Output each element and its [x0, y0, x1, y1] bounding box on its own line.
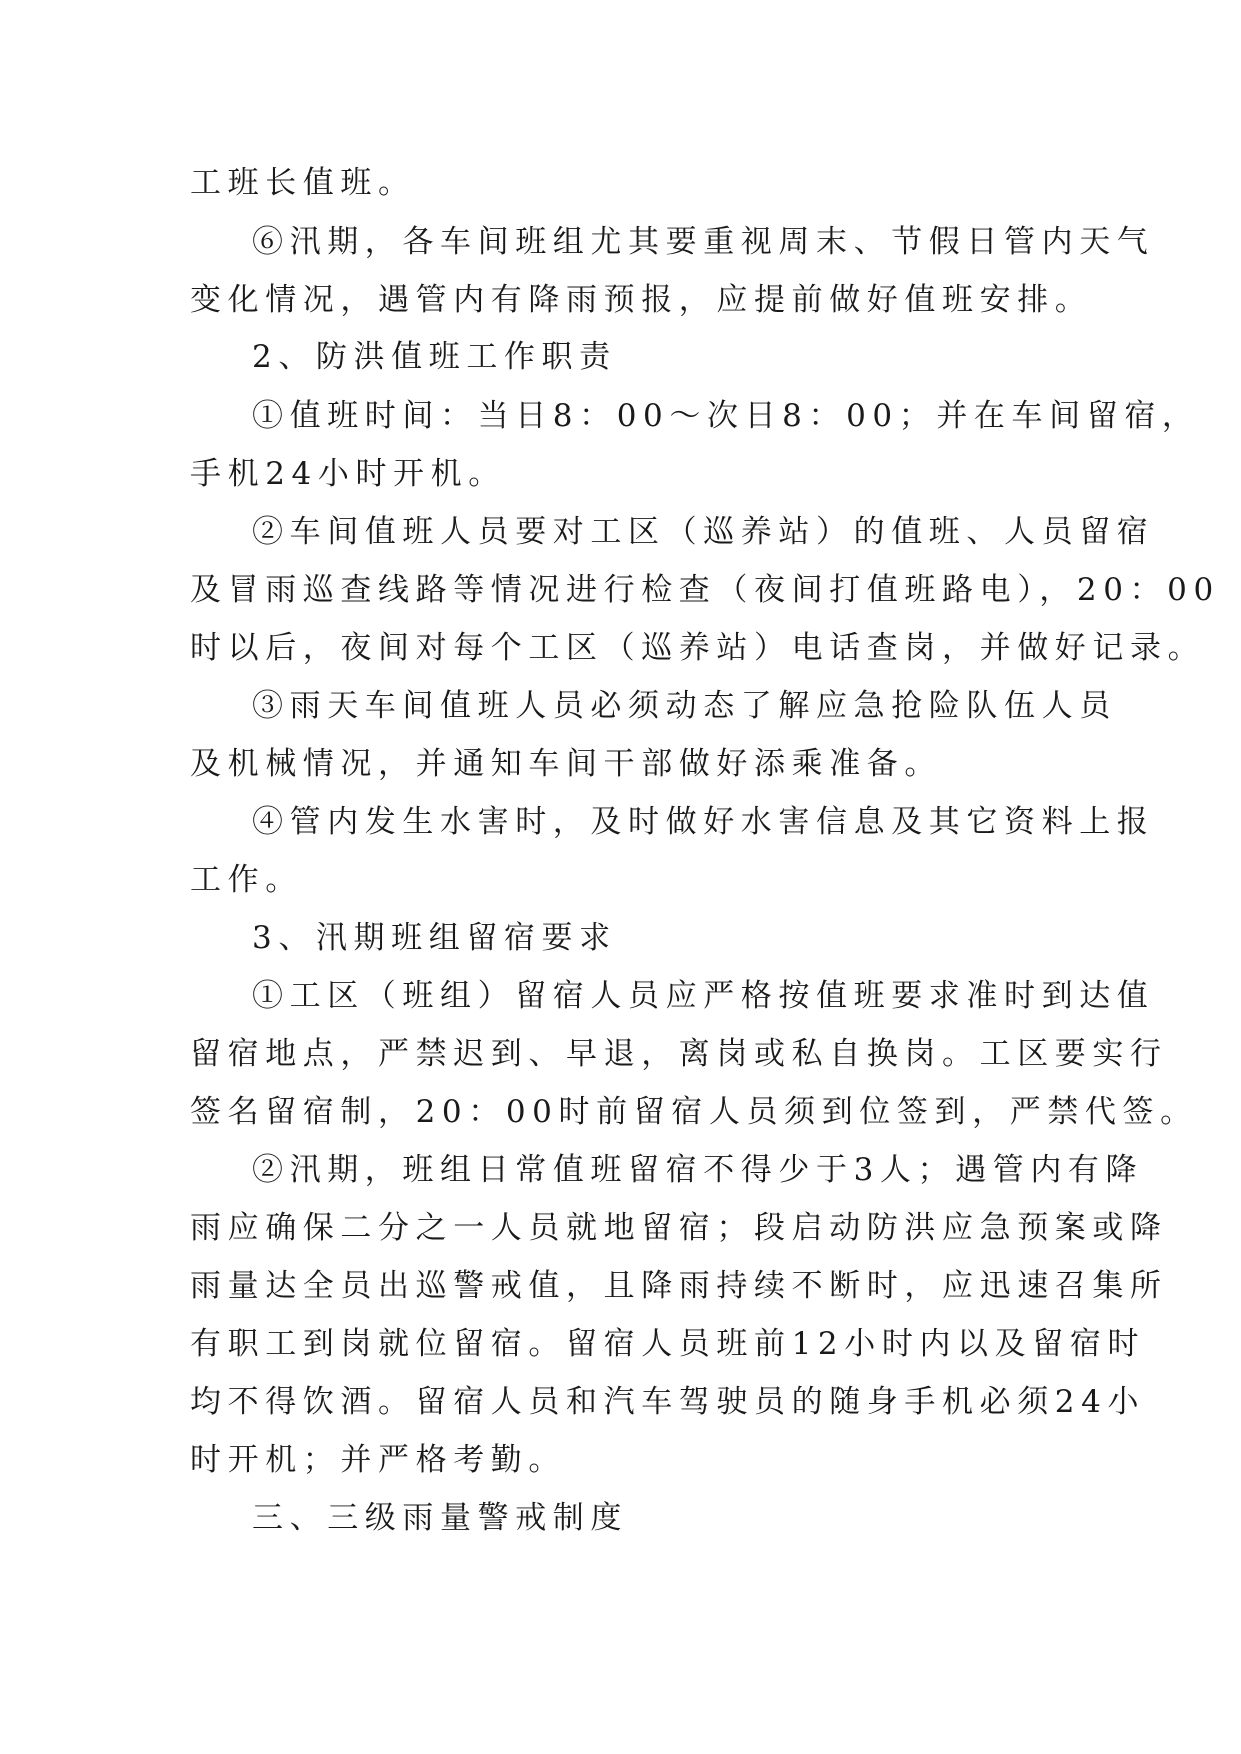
text-line: ①值班时间：当日8：00～次日8：00；并在车间留宿， [252, 398, 1200, 434]
text-line: 签名留宿制，20：00时前留宿人员须到位签到，严禁代签。 [190, 1094, 1198, 1130]
section-heading: 三、三级雨量警戒制度 [252, 1500, 628, 1536]
section-heading: 2、防洪值班工作职责 [252, 339, 617, 375]
text-line: 时开机；并严格考勤。 [190, 1442, 566, 1478]
text-line: 有职工到岗就位留宿。留宿人员班前12小时内以及留宿时 [190, 1326, 1146, 1362]
text-line: 手机24小时开机。 [190, 456, 506, 492]
text-line: ⑥汛期，各车间班组尤其要重视周末、节假日管内天气 [252, 224, 1155, 260]
text-line: 工作。 [190, 862, 303, 898]
text-line: ④管内发生水害时，及时做好水害信息及其它资料上报 [252, 804, 1155, 840]
text-line: 变化情况，遇管内有降雨预报，应提前做好值班安排。 [190, 282, 1093, 318]
text-line: 及冒雨巡查线路等情况进行检查（夜间打值班路电），20：00 [190, 572, 1220, 608]
text-line: 及机械情况，并通知车间干部做好添乘准备。 [190, 746, 942, 782]
section-heading: 3、汛期班组留宿要求 [252, 920, 617, 956]
text-line: ③雨天车间值班人员必须动态了解应急抢险队伍人员 [252, 688, 1117, 724]
text-line: ②汛期，班组日常值班留宿不得少于3人；遇管内有降 [252, 1152, 1144, 1188]
text-line: 留宿地点，严禁迟到、早退，离岗或私自换岗。工区要实行 [190, 1036, 1168, 1072]
text-line: 雨应确保二分之一人员就地留宿；段启动防洪应急预案或降 [190, 1210, 1168, 1246]
text-line: 工班长值班。 [190, 165, 416, 201]
text-line: 时以后，夜间对每个工区（巡养站）电话查岗，并做好记录。 [190, 630, 1206, 666]
text-line: 雨量达全员出巡警戒值，且降雨持续不断时，应迅速召集所 [190, 1268, 1168, 1304]
text-line: ②车间值班人员要对工区（巡养站）的值班、人员留宿 [252, 514, 1155, 550]
text-line: ①工区（班组）留宿人员应严格按值班要求准时到达值 [252, 978, 1155, 1014]
text-line: 均不得饮酒。留宿人员和汽车驾驶员的随身手机必须24小 [190, 1384, 1146, 1420]
